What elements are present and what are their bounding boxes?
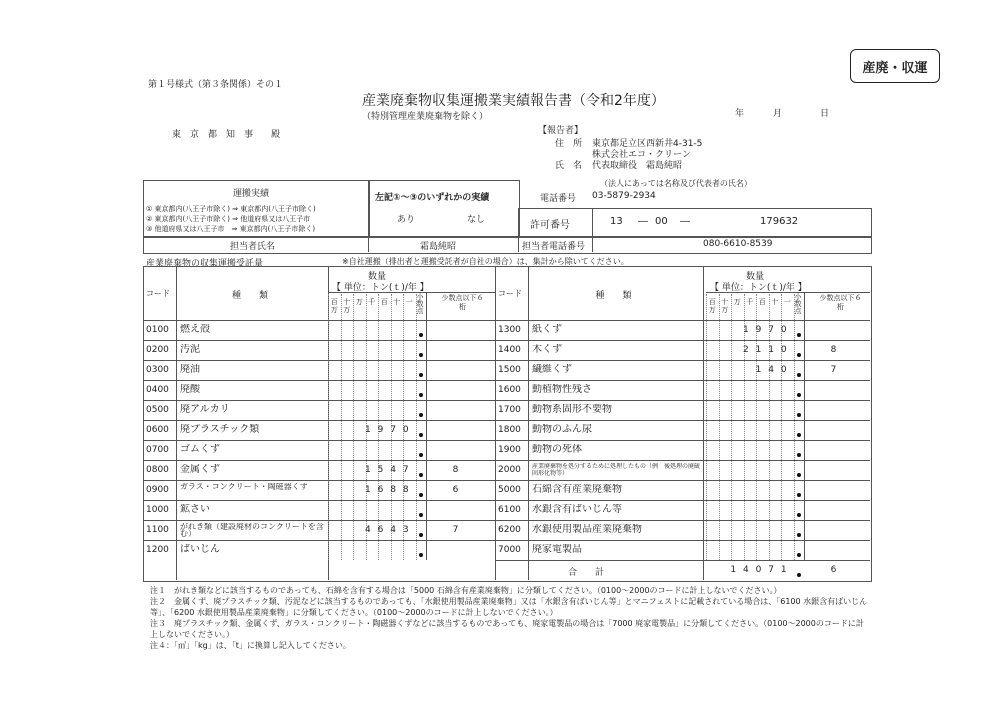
- row-code: 1400: [498, 345, 521, 355]
- row-line: [495, 380, 870, 381]
- addressee: 東 京 都 知 事 殿: [172, 130, 281, 140]
- place-label-left-0: 百万: [330, 298, 338, 314]
- decimal-dot: [797, 533, 801, 537]
- row-code: 7000: [498, 545, 521, 555]
- col-code-right: コード: [498, 289, 522, 298]
- place-label-left-2: 万: [355, 298, 363, 306]
- row-code: 6100: [498, 505, 521, 515]
- category-stamp: 産廃・収運: [850, 49, 940, 83]
- row-fraction[interactable]: 6: [452, 485, 459, 495]
- row-code: 5000: [498, 485, 521, 495]
- transport-question: 左記①～③のいずれかの実績: [375, 193, 490, 203]
- decimal-dot: [419, 433, 423, 437]
- row-name: 廃プラスチック類: [180, 424, 260, 435]
- row-code: 2000: [498, 465, 521, 475]
- col-qty-left: 数量: [368, 272, 387, 282]
- row-code: 0300: [146, 365, 169, 375]
- row-name: 廃アルカリ: [180, 404, 230, 415]
- total-label: 合 計: [568, 568, 605, 578]
- row-quantity[interactable]: 1970: [742, 325, 794, 335]
- decimal-dot: [419, 453, 423, 457]
- row-code: 0900: [146, 485, 169, 495]
- row-quantity[interactable]: 1970: [364, 425, 416, 435]
- grid-line: [328, 292, 495, 293]
- place-label-left-6: 一: [405, 298, 413, 306]
- row-line: [495, 360, 870, 361]
- row-line: [495, 480, 870, 481]
- decimal-dot: [419, 353, 423, 357]
- row-code: 0100: [146, 325, 169, 335]
- col-frac-left: 少数点以下６桁: [441, 294, 484, 311]
- row-name: 動物の死体: [532, 444, 582, 455]
- row-fraction[interactable]: 7: [452, 525, 459, 535]
- row-line: [143, 520, 495, 521]
- decimal-dot: [797, 413, 801, 417]
- decimal-dot: [797, 553, 801, 557]
- row-quantity[interactable]: 1547: [364, 465, 416, 475]
- row-name: 木くず: [532, 344, 562, 355]
- row-name: 金属くず: [180, 464, 220, 475]
- row-name: 廃酸: [180, 384, 200, 395]
- row-fraction[interactable]: 8: [830, 345, 837, 355]
- row-line: [495, 340, 870, 341]
- row-code: 1200: [146, 545, 169, 555]
- row-code: 0800: [146, 465, 169, 475]
- row-name: ゴムくず: [180, 444, 220, 455]
- decimal-dot: [419, 373, 423, 377]
- decimal-dot: [797, 513, 801, 517]
- transport-yes[interactable]: あり: [397, 215, 416, 225]
- total-decimal-dot: [797, 573, 801, 577]
- place-label-right-6: 一: [783, 298, 791, 306]
- row-name: 繊維くず: [532, 364, 572, 375]
- row-name: 鉱さい: [180, 504, 210, 515]
- row-code: 1100: [146, 525, 169, 535]
- row-name: がれき類（建設廃材のコンクリートを含む）: [180, 523, 324, 537]
- contact-name-label: 担当者氏名: [230, 242, 276, 252]
- row-line: [143, 400, 495, 401]
- total-line: [495, 560, 870, 561]
- col-unit-left: 【 単位：トン(ｔ)/年 】: [332, 283, 429, 293]
- report-title: 産業廃棄物収集運搬業実績報告書（令和2年度）: [362, 93, 665, 109]
- header-line: [143, 320, 495, 321]
- note-3: 注３ 廃プラスチック類、金属くず、ガラス・コンクリート・陶磁器くずなどに該当するものであっても、廃家電製品の場合は「7000 廃家電製品」に分類してください。（0100～2000のコードに計上しないでください。）: [150, 619, 864, 639]
- row-line: [495, 400, 870, 401]
- contact-phone: 080-6610-8539: [703, 239, 773, 249]
- row-code: 0700: [146, 445, 169, 455]
- decimal-dot: [419, 333, 423, 337]
- col-unit-right: 【 単位：トン(ｔ)/年 】: [710, 283, 807, 293]
- row-line: [495, 500, 870, 501]
- place-label-right-1: 十万: [721, 298, 729, 314]
- reporter-address: 東京都足立区西新井4-31-5: [592, 139, 703, 149]
- col-decimal-right: 小数点: [794, 293, 802, 315]
- col-decimal-left: 小数点: [416, 293, 424, 315]
- decimal-dot: [419, 413, 423, 417]
- row-quantity[interactable]: 140: [755, 365, 794, 375]
- decimal-dot: [797, 433, 801, 437]
- decimal-dot: [419, 473, 423, 477]
- transport-item-3: ③ 他道府県又は八王子市 ⇒ 東京都内(八王子市除く): [146, 225, 316, 233]
- place-label-right-2: 万: [733, 298, 741, 306]
- row-code: 0600: [146, 425, 169, 435]
- decimal-dot: [797, 373, 801, 377]
- row-fraction[interactable]: 8: [452, 465, 459, 475]
- row-line: [143, 360, 495, 361]
- decimal-dot: [419, 513, 423, 517]
- row-name: 紙くず: [532, 324, 562, 335]
- name-label: 氏 名: [555, 161, 583, 171]
- section-label: 産業廃棄物の収集運搬受託量: [146, 259, 264, 269]
- row-code: 0200: [146, 345, 169, 355]
- place-label-right-3: 千: [746, 298, 754, 306]
- row-quantity[interactable]: 1688: [364, 485, 416, 495]
- transport-item-1: ① 東京都内(八王子市除く) ⇒ 東京都内(八王子市除く): [146, 205, 316, 213]
- col-type-left: 種 類: [232, 291, 269, 301]
- contact-phone-label: 担当者電話番号: [522, 242, 586, 252]
- contact-name: 霜島純昭: [420, 242, 457, 252]
- row-line: [143, 420, 495, 421]
- date-day: 日: [820, 109, 830, 119]
- place-label-left-4: 百: [380, 298, 388, 306]
- row-code: 1800: [498, 425, 521, 435]
- row-line: [495, 420, 870, 421]
- date-month: 月: [773, 109, 783, 119]
- row-name: 廃油: [180, 364, 200, 375]
- report-subtitle: （特別管理産業廃棄物を除く）: [362, 112, 489, 122]
- row-line: [143, 500, 495, 501]
- decimal-dot: [797, 473, 801, 477]
- permit-part-1: 13: [610, 216, 623, 227]
- col-qty-right: 数量: [746, 272, 765, 282]
- row-fraction[interactable]: 7: [830, 365, 837, 375]
- notes: [150, 585, 870, 651]
- row-name: ばいじん: [180, 544, 220, 555]
- decimal-dot: [419, 493, 423, 497]
- row-code: 1000: [146, 505, 169, 515]
- note-2: 注２ 金属くず、廃プラスチック類、汚泥などに該当するものであっても、「水銀使用製品産業廃棄物」又は「水銀含有ばいじん等」とマニフェストに記載されている場合は、「6100 水銀含有ばいじん等」、「6200 水銀使用製品産業廃棄物」に分類してください。（0100～2000のコードに計上しないでください。）: [150, 597, 868, 617]
- row-line: [143, 540, 495, 541]
- row-line: [495, 540, 870, 541]
- row-name: 汚泥: [180, 344, 200, 355]
- row-code: 0400: [146, 385, 169, 395]
- row-line: [495, 440, 870, 441]
- place-label-right-4: 百: [758, 298, 766, 306]
- total-quantity: 14071: [730, 565, 794, 575]
- address-label: 住 所: [555, 139, 583, 149]
- center-divider: [495, 266, 496, 580]
- row-name: 水銀含有ばいじん等: [532, 504, 622, 515]
- reporter-heading: 【報告者】: [538, 126, 584, 136]
- row-name: ガラス・コンクリート・陶磁器くず: [180, 483, 308, 490]
- decimal-dot: [797, 393, 801, 397]
- row-name: 動植物性残さ: [532, 384, 592, 395]
- row-code: 0500: [146, 405, 169, 415]
- row-name: 燃え殻: [180, 324, 210, 335]
- row-line: [143, 340, 495, 341]
- col-frac-right: 少数点以下６桁: [819, 294, 862, 311]
- permit-box: [518, 208, 872, 238]
- decimal-dot: [797, 493, 801, 497]
- date-year: 年: [735, 109, 745, 119]
- phone-label: 電話番号: [540, 194, 577, 204]
- col-code-left: コード: [146, 289, 170, 298]
- decimal-dot: [797, 353, 801, 357]
- decimal-dot: [419, 553, 423, 557]
- grid-line: [703, 266, 704, 580]
- row-name: 産業廃棄物を処分するために処理したもの（例 後処理の廃硫固形化物等）: [532, 463, 701, 477]
- grid-line: [176, 266, 177, 580]
- transport-item-2: ② 東京都内(八王子市除く) ⇒ 他道府県又は八王子市: [146, 215, 311, 223]
- place-label-left-5: 十: [393, 298, 401, 306]
- permit-part-2: 00: [655, 216, 668, 227]
- row-line: [143, 440, 495, 441]
- header-line: [495, 320, 870, 321]
- row-name: 動物のふん尿: [532, 424, 592, 435]
- row-line: [143, 480, 495, 481]
- place-label-right-5: 十: [771, 298, 779, 306]
- grid-line: [528, 266, 529, 580]
- permit-part-3: 179632: [760, 216, 799, 227]
- reporter-company: 株式会社エコ・クリーン: [592, 150, 691, 160]
- row-name: 水銀使用製品産業廃棄物: [532, 524, 642, 535]
- note-4: 注４：「㎥」「kg」は、「t」に換算し記入してください。: [150, 641, 351, 650]
- col-type-right: 種 類: [595, 291, 632, 301]
- row-quantity[interactable]: 4643: [364, 525, 416, 535]
- row-line: [495, 460, 870, 461]
- reporter-name: 代表取締役 霜島純昭: [592, 161, 683, 171]
- grid-line: [706, 292, 870, 293]
- reporter-phone: 03-5879-2934: [592, 191, 656, 201]
- permit-dash-1: ―: [638, 216, 648, 227]
- row-code: 6200: [498, 525, 521, 535]
- place-label-right-0: 百万: [708, 298, 716, 314]
- transport-no[interactable]: なし: [467, 215, 486, 225]
- row-line: [143, 460, 495, 461]
- decimal-dot: [419, 393, 423, 397]
- permit-label: 許可番号: [530, 220, 570, 231]
- place-label-left-1: 十万: [343, 298, 351, 314]
- row-code: 1900: [498, 445, 521, 455]
- decimal-dot: [419, 533, 423, 537]
- row-code: 1700: [498, 405, 521, 415]
- row-name: 動物系固形不要物: [532, 404, 612, 415]
- self-transport-note: ※自社運搬（排出者と運搬受託者が自社の場合）は、集計から除いてください。: [342, 257, 629, 266]
- decimal-dot: [797, 453, 801, 457]
- row-name: 石綿含有産業廃棄物: [532, 484, 622, 495]
- permit-dash-2: ―: [680, 216, 690, 227]
- transport-heading: 運搬実績: [233, 189, 270, 199]
- corp-note: （法人にあっては名称及び代表者の氏名）: [600, 179, 752, 188]
- decimal-dot: [797, 333, 801, 337]
- row-line: [143, 380, 495, 381]
- row-line: [495, 520, 870, 521]
- note-1: 注１ がれき類などに該当するものであっても、石綿を含有する場合は「5000 石綿含有産業廃棄物」に分類してください。（0100～2000のコードに計上しないでください。）: [150, 586, 782, 595]
- form-number: 第１号様式（第３条関係）その１: [148, 80, 284, 90]
- transport-answer-box: [368, 180, 520, 238]
- row-quantity[interactable]: 2110: [742, 345, 794, 355]
- total-fraction: 6: [830, 565, 837, 575]
- row-code: 1500: [498, 365, 521, 375]
- place-label-left-3: 千: [368, 298, 376, 306]
- row-code: 1300: [498, 325, 521, 335]
- row-code: 1600: [498, 385, 521, 395]
- row-name: 廃家電製品: [532, 544, 582, 555]
